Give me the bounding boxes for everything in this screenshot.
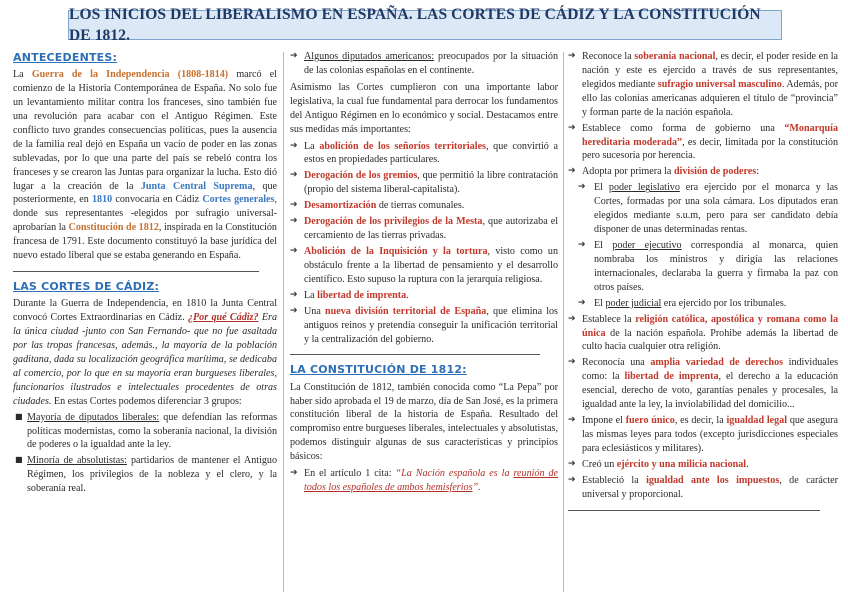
list-item: ➔ Creó un ejército y una milicia nacional. (568, 458, 838, 472)
principles-list (568, 50, 838, 179)
list-item: ➔ Abolición de la Inquisición y la tortura, visto como un obstáculo frente a la libertad de pensamiento y el desarrollo científico. Esto supuso la ruptura con la jerarquía religiosa. (290, 245, 558, 287)
paragraph-legislativa: Asimismo las Cortes cumplieron con una importante labor legislativa, la cual fue fundamental para derrocar los fundamentos del Antiguo Régimen en lo económico y social. Destacamos entre sus medidas más importantes: (290, 81, 558, 135)
page-title: LOS INICIOS DEL LIBERALISMO EN ESPAÑA. LAS CORTES DE CÁDIZ Y LA CONSTITUCIÓN DE 1812. (68, 10, 782, 40)
list-item: ➔ La libertad de imprenta. (290, 289, 558, 303)
list-item: ➔ Establece la religión católica, apostólica y romana como la única de la nación española. Prohibe además la libertad de culto hacia cualquier otra religión. (568, 313, 838, 355)
column-right (568, 50, 838, 594)
powers-list (568, 181, 838, 310)
column-left (13, 50, 277, 594)
section-divider (13, 271, 259, 272)
paragraph-cortes: Durante la Guerra de Independencia, en 1810 la Junta Central convocó Cortes Extraordinarias en Cádiz. ¿Por qué Cádiz? Era la única ciudad -junto con San Fernando- que no fue asaltada por las tropas francesas, además., la mayoría de la población gaditana, dada su localización geográfica marítima, se dedicaba al comercio, por lo que en su mayoría eran burgueses liberales, funcionarios ilustrados e intelectuales procedentes de otras ciudades. En estas Cortes podemos diferenciar 3 grupos: (13, 298, 277, 407)
paragraph-constitucion: La Constitución de 1812, también conocida como “La Pepa” por haber sido aprobada el 19 de marzo, día de San José, es la primera constitución liberal de la historia de España. Resultado del compromiso entre burgueses liberales, intelectuales y absolutistas, podemos distinguir algunas de sus características y principios básicos: (290, 381, 558, 463)
list-item: ➔ Adopta por primera la división de poderes: (568, 165, 838, 179)
groups-list (13, 411, 277, 497)
column-middle (290, 50, 558, 594)
groups-list-continued (290, 50, 558, 78)
list-item: ➔ Algunos diputados americanos: preocupados por la situación de las colonias españolas en el continente. (290, 50, 558, 78)
list-item: ➔ El poder ejecutivo correspondía al monarca, quien nombraba los ministros y dirigía las relaciones internacionales, declaraba la guerra y firmaba la paz con otros países. (568, 239, 838, 295)
column-divider (563, 52, 564, 592)
list-item: ■ Minoría de absolutistas: partidarios de mantener el Antiguo Régimen, los privilegios de la nobleza y el clero, y la soberanía real. (13, 454, 277, 496)
list-item: ■ Mayoría de diputados liberales: que defendían las reformas políticas modernistas, como la soberanía nacional, la división de poderes o la igualdad ante la ley. (13, 411, 277, 453)
list-item: ➔ Desamortización de tierras comunales. (290, 199, 558, 213)
list-item: ➔ Impone el fuero único, es decir, la igualdad legal que asegura las mismas leyes para todos (excepto jurisdicciones especiales para eclesiásticos y militares). (568, 414, 838, 456)
list-item: ➔ Reconocía una amplia variedad de derechos individuales como: la libertad de imprenta, el derecho a la educación esencial, derecho de voto, garantías penales y procesales, la igualdad ante la ley, la inviolabilidad del domicilio... (568, 356, 838, 412)
column-divider (283, 52, 284, 592)
principles-list-continued (568, 313, 838, 502)
measures-list (290, 140, 558, 347)
section-divider (568, 510, 820, 511)
list-item: ➔ En el artículo 1 cita: “La Nación española es la reunión de todos los españoles de ambos hemisferios”. (290, 467, 558, 495)
articles-list (290, 467, 558, 495)
section-heading-antecedentes: ANTECEDENTES: (13, 51, 118, 64)
list-item: ➔ El poder judicial era ejercido por los tribunales. (568, 297, 838, 311)
section-heading-constitucion: LA CONSTITUCIÓN DE 1812: (290, 363, 467, 377)
list-item: ➔ Derogación de los gremios, que permitió la libre contratación (propio del sistema liberal-capitalista). (290, 169, 558, 197)
list-item: ➔ La abolición de los señoríos territoriales, que convirtió a estos en propiedades particulares. (290, 140, 558, 168)
paragraph-antecedentes: La Guerra de la Independencia (1808-1814) marcó el comienzo de la Historia Contemporánea de España. No solo fue un levantamiento militar contra los franceses, sino también fue una revolución para acabar con el Antiguo Régimen. Este conflicto tuvo grandes consecuencias políticas, pues la ausencia de la familia real dejó en España un vacío de poder en las zonas sublevadas, por lo que una parte del país se rebeló contra los franceses y se crearon las Juntas para organizar la lucha. Esto dió lugar a la creación de la Junta Central Suprema, que posteriormente, en 1810 convocaría en Cádiz Cortes generales, donde sus representantes -elegidos por sufragio universal- aprobarían la Constitución de 1812, inspirada en la Constitución francesa de 1791. Este documento constituyó la base jurídica del nuevo estado liberal que se estaba generando en España. (13, 69, 277, 262)
list-item: ➔ Derogación de los privilegios de la Mesta, que autorizaba el cercamiento de las tierras privadas. (290, 215, 558, 243)
section-heading-cortes: LAS CORTES DE CÁDIZ: (13, 280, 160, 294)
list-item: ➔ Una nueva división territorial de España, que elimina los antiguos reinos y pretendía conseguir la unificación territorial y la centralización del gobierno. (290, 305, 558, 347)
list-item: ➔ Establece como forma de gobierno una “Monarquía hereditaria moderada”, es decir, limitada por la constitución pero sucesoria por herencia. (568, 122, 838, 164)
section-divider (290, 354, 540, 355)
list-item: ➔ Reconoce la soberanía nacional, es decir, el poder reside en la nación y este es ejercido a través de sus representantes, elegidos mediante sufragio universal masculino. Además, por ello las colonias americanas adquieren el título de “provincia” y forman parte de la nación española. (568, 50, 838, 120)
list-item: ➔ Estableció la igualdad ante los impuestos, de carácter universal y proporcional. (568, 474, 838, 502)
list-item: ➔ El poder legislativo era ejercido por el monarca y las Cortes, formadas por una sola cámara. Los diputados eran elegidos mediante s.u.m, pero para ser candidato debía disponer de unas determinadas rentas. (568, 181, 838, 237)
